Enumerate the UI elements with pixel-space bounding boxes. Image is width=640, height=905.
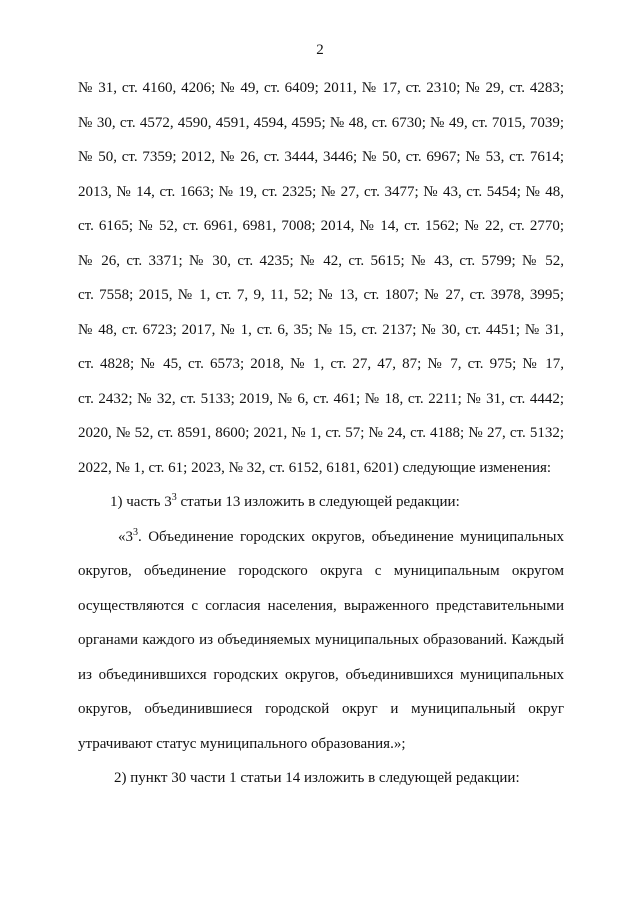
document-body <box>78 78 564 803</box>
quote-line: осуществляются с согласия населения, выраженного представительными <box>78 597 564 614</box>
superscript: 3 <box>171 492 177 503</box>
page-number: 2 <box>316 42 324 58</box>
quote-line: из объединившихся городских округов, объединившихся муниципальных <box>78 666 564 683</box>
text-line: 2020, № 52, ст. 8591, 8600; 2021, № 1, ст. 57; № 24, ст. 4188; № 27, ст. 5132; <box>78 425 564 441</box>
text-line: ст. 6165; № 52, ст. 6961, 6981, 7008; 2014, № 14, ст. 1562; № 22, ст. 2770; <box>78 218 564 234</box>
text-line: № 31, ст. 4160, 4206; № 49, ст. 6409; 2011, № 17, ст. 2310; № 29, ст. 4283; <box>78 80 564 96</box>
text-line: 2013, № 14, ст. 1663; № 19, ст. 2325; № 27, ст. 3477; № 43, ст. 5454; № 48, <box>78 183 564 200</box>
item-1-text-rest: статьи 13 изложить в следующей редакции: <box>176 494 460 510</box>
item-1-line <box>78 492 564 527</box>
item-2-line: 2) пункт 30 части 1 статьи 14 изложить в следующей редакции: <box>114 770 520 786</box>
quote-line: округов, объединившиеся городской округ и муниципальный округ <box>78 701 564 717</box>
quote-first-rest: . Объединение городских округов, объединение муниципальных <box>138 528 564 545</box>
item-1-text: 1) часть 3 <box>110 494 172 510</box>
superscript: 3 <box>133 526 138 538</box>
text-line: ст. 4828; № 45, ст. 6573; 2018, № 1, ст. 27, 47, 87; № 7, ст. 975; № 17, <box>78 356 564 372</box>
text-line: № 50, ст. 7359; 2012, № 26, ст. 3444, 3446; № 50, ст. 6967; № 53, ст. 7614; <box>78 149 564 165</box>
quote-line: органами каждого из объединяемых муниципальных образований. Каждый <box>78 632 564 648</box>
text-line: № 48, ст. 6723; 2017, № 1, ст. 6, 35; № 15, ст. 2137; № 30, ст. 4451; № 31, <box>78 321 564 338</box>
quote-line: округов, объединение городского округа с муниципальным округом <box>78 563 564 579</box>
text-line: № 26, ст. 3371; № 30, ст. 4235; № 42, ст. 5615; № 43, ст. 5799; № 52, <box>78 252 564 269</box>
text-line: ст. 2432; № 32, ст. 5133; 2019, № 6, ст. 461; № 18, ст. 2211; № 31, ст. 4442; <box>78 390 564 407</box>
text-line: 2022, № 1, ст. 61; 2023, № 32, ст. 6152, 6181, 6201) следующие изменения: <box>78 459 552 476</box>
text-line: № 30, ст. 4572, 4590, 4591, 4594, 4595; № 48, ст. 6730; № 49, ст. 7015, 7039; <box>78 114 564 131</box>
text-line: ст. 7558; 2015, № 1, ст. 7, 9, 11, 52; № 13, ст. 1807; № 27, ст. 3978, 3995; <box>78 287 564 303</box>
quote-first-line <box>78 527 564 562</box>
quote-line: утрачивают статус муниципального образования.»; <box>78 735 406 752</box>
quote-open: «3 <box>118 528 133 545</box>
